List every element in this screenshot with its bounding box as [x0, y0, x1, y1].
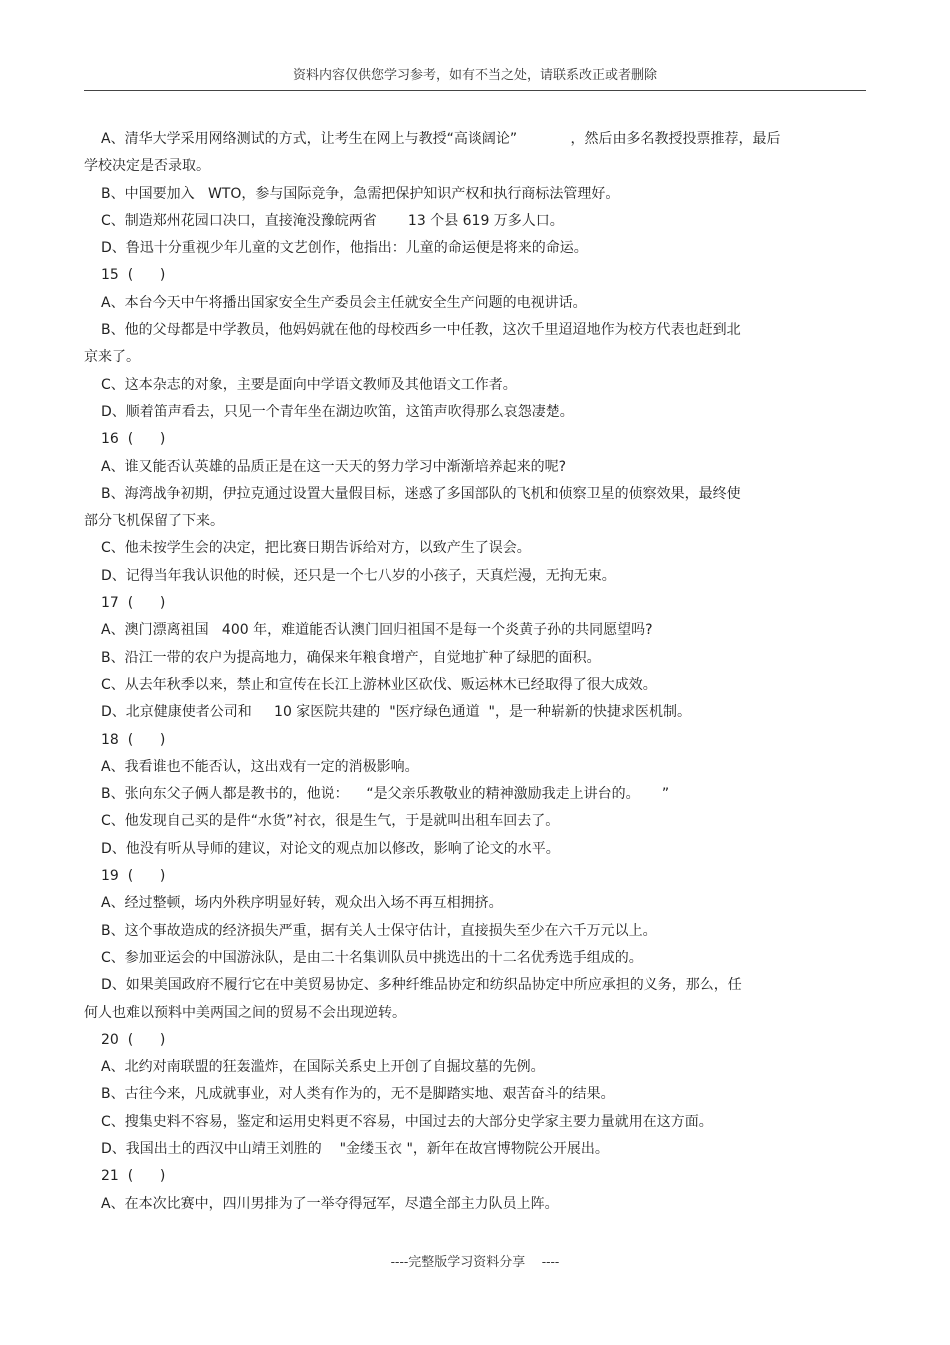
text-line: A、清华大学采用网络测试的方式，让考生在网上与教授“高谈阔论” ，然后由多名教授投票推荐，最后	[101, 131, 781, 147]
text-line: 京来了。	[84, 349, 140, 366]
text-line: B、他的父母都是中学教员，他妈妈就在他的母校西乡一中任教，这次千里迢迢地作为校方代表也赶到北	[101, 322, 741, 339]
text-line: 学校决定是否录取。	[84, 158, 210, 175]
question-number: 19 ( )	[101, 868, 166, 885]
text-line: D、鲁迅十分重视少年儿童的文艺创作，他指出：儿童的命运便是将来的命运。	[101, 240, 588, 257]
text-line: 何人也难以预料中美两国之间的贸易不会出现逆转。	[84, 1004, 406, 1021]
text-line: C、他发现自己买的是件“水货”衬衣，很是生气，于是就叫出租车回去了。	[101, 813, 560, 830]
text-line: D、记得当年我认识他的时候，还只是一个七八岁的小孩子，天真烂漫，无拘无束。	[101, 567, 616, 584]
text-line: B、沿江一带的农户为提高地力，确保来年粮食增产，自觉地扩种了绿肥的面积。	[101, 649, 601, 666]
text-line: C、制造郑州花园口决口，直接淹没豫皖两省 13 个县 619 万多人口。	[101, 212, 564, 229]
text-line: B、海湾战争初期，伊拉克通过设置大量假目标，迷惑了多国部队的飞机和侦察卫星的侦察效果，最终使	[101, 485, 741, 502]
document-body	[84, 126, 844, 1218]
question-number: 17 ( )	[101, 595, 166, 612]
text-line: B、张向东父子俩人都是教书的，他说： “是父亲乐教敬业的精神激励我走上讲台的。 ”	[101, 786, 670, 803]
text-line: C、从去年秋季以来，禁止和宣传在长江上游林业区砍伐、贩运林木已经取得了很大成效。	[101, 676, 657, 693]
text-line: B、中国要加入 WTO，参与国际竞争，急需把保护知识产权和执行商标法管理好。	[101, 185, 620, 202]
text-line: C、这本杂志的对象，主要是面向中学语文教师及其他语文工作者。	[101, 376, 517, 393]
text-line: A、谁又能否认英雄的品质正是在这一天天的努力学习中渐渐培养起来的呢?	[101, 458, 567, 475]
question-number: 16 ( )	[101, 431, 166, 448]
text-line: C、他未按学生会的决定，把比赛日期告诉给对方，以致产生了误会。	[101, 540, 531, 557]
page-header: 资料内容仅供您学习参考，如有不当之处，请联系改正或者删除	[292, 68, 657, 83]
text-line: B、古往今来，凡成就事业，对人类有作为的，无不是脚踏实地、艰苦奋斗的结果。	[101, 1086, 615, 1103]
text-line: D、顺着笛声看去，只见一个青年坐在湖边吹笛，这笛声吹得那么哀怨凄楚。	[101, 403, 574, 420]
question-number: 21 ( )	[101, 1168, 166, 1185]
text-line: A、在本次比赛中，四川男排为了一举夺得冠军，尽遣全部主力队员上阵。	[101, 1195, 559, 1212]
text-line: A、经过整顿，场内外秩序明显好转，观众出入场不再互相拥挤。	[101, 895, 503, 912]
text-line: D、如果美国政府不履行它在中美贸易协定、多种纤维品协定和纺织品协定中所应承担的义务，那么，任	[101, 977, 742, 994]
text-line: C、搜集史料不容易，鉴定和运用史料更不容易，中国过去的大部分史学家主要力量就用在这方面。	[101, 1113, 713, 1130]
text-line: D、北京健康使者公司和 10 家医院共建的 "医疗绿色通道 "，是一种崭新的快捷求医机制。	[101, 704, 691, 721]
text-line: A、北约对南联盟的狂轰滥炸，在国际关系史上开创了自掘坟墓的先例。	[101, 1059, 545, 1076]
text-line: D、我国出土的西汉中山靖王刘胜的 "金缕玉衣 "，新年在故宫博物院公开展出。	[101, 1140, 609, 1157]
question-number: 15 ( )	[101, 267, 166, 284]
text-line: 部分飞机保留了下来。	[84, 513, 224, 530]
text-line: A、澳门漂离祖国 400 年，难道能否认澳门回归祖国不是每一个炎黄子孙的共同愿望吗?	[101, 622, 653, 639]
text-line: B、这个事故造成的经济损失严重，据有关人士保守估计，直接损失至少在六千万元以上。	[101, 922, 657, 939]
text-line: A、我看谁也不能否认，这出戏有一定的消极影响。	[101, 758, 419, 775]
text-line: A、本台今天中午将播出国家安全生产委员会主任就安全生产问题的电视讲话。	[101, 294, 587, 311]
text-line: C、参加亚运会的中国游泳队，是由二十名集训队员中挑选出的十二名优秀选手组成的。	[101, 949, 643, 966]
page-footer: ----完整版学习资料分享 ----	[390, 1255, 560, 1270]
question-number: 20 ( )	[101, 1031, 166, 1048]
header-divider	[84, 90, 866, 91]
text-line: D、他没有听从导师的建议，对论文的观点加以修改，影响了论文的水平。	[101, 840, 560, 857]
question-number: 18 ( )	[101, 731, 166, 748]
